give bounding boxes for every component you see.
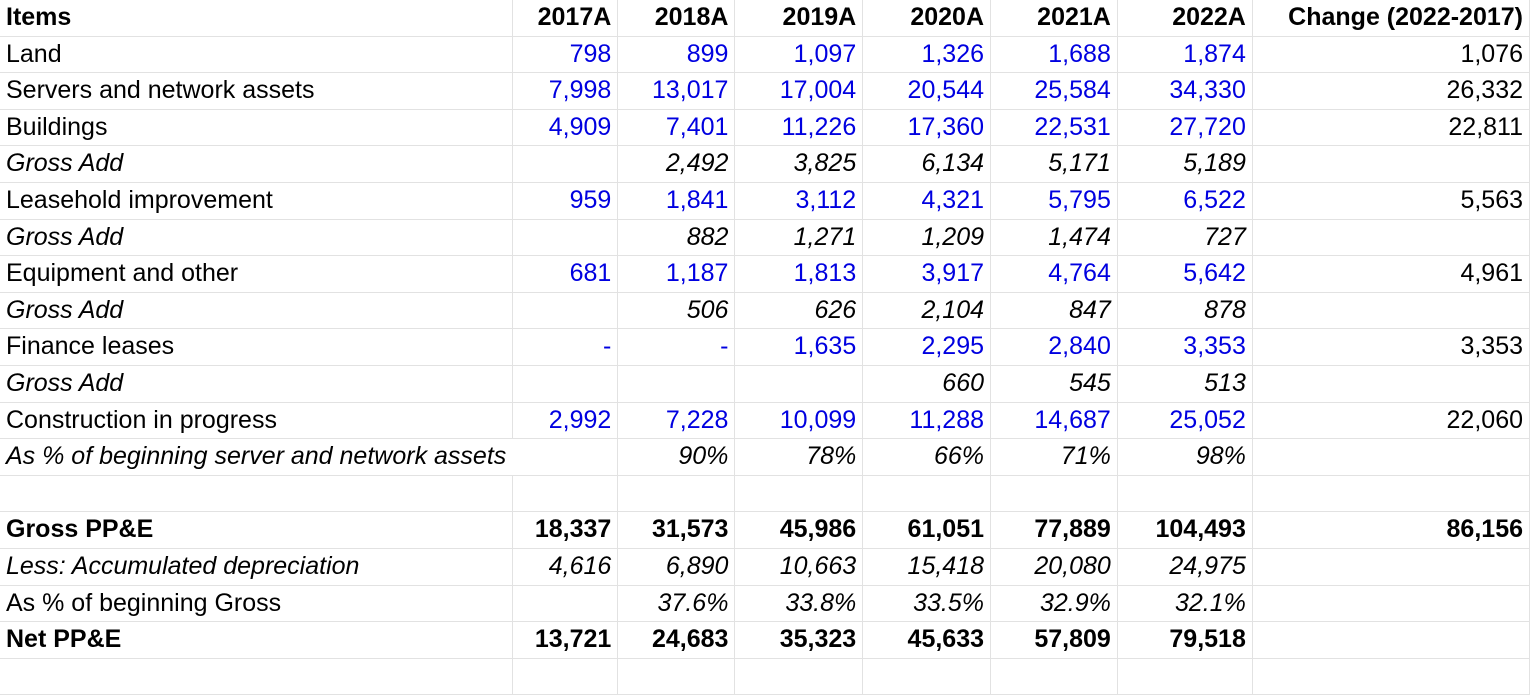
value-cell[interactable]: 5,795 [991,182,1118,219]
value-cell[interactable]: 681 [512,256,618,293]
value-cell[interactable]: 14,687 [991,402,1118,439]
value-cell[interactable]: 71% [991,439,1118,476]
header-cell[interactable]: 2017A [512,0,618,36]
table-row [0,292,1530,329]
value-cell[interactable]: 878 [1117,292,1252,329]
table-row [0,109,1530,146]
value-cell[interactable]: 899 [618,36,735,73]
value-cell[interactable]: - [512,329,618,366]
row-label-cell[interactable]: Less: Accumulated depreciation [0,548,512,585]
value-cell[interactable] [618,658,735,695]
value-cell[interactable]: 1,635 [735,329,863,366]
value-cell[interactable] [1252,548,1529,585]
table-row [0,475,1530,512]
value-cell[interactable]: 20,080 [991,548,1118,585]
value-cell[interactable]: 98% [1117,439,1252,476]
value-cell[interactable] [1252,219,1529,256]
value-cell[interactable]: 45,633 [863,622,991,659]
value-cell[interactable] [991,475,1118,512]
value-cell[interactable]: 18,337 [512,512,618,549]
row-label-cell[interactable]: Gross Add [0,219,512,256]
value-cell[interactable]: 2,840 [991,329,1118,366]
value-cell[interactable]: 1,474 [991,219,1118,256]
value-cell[interactable]: 13,721 [512,622,618,659]
row-label-cell[interactable]: Gross PP&E [0,512,512,549]
row-label-cell[interactable]: Gross Add [0,365,512,402]
table-row [0,329,1530,366]
value-cell[interactable]: 5,171 [991,146,1118,183]
row-label-cell[interactable]: Construction in progress [0,402,512,439]
value-cell[interactable] [1252,585,1529,622]
row-label-cell[interactable]: Servers and network assets [0,73,512,110]
value-cell[interactable] [863,658,991,695]
value-cell[interactable] [735,365,863,402]
header-cell[interactable]: Change (2022-2017) [1252,0,1529,36]
value-cell[interactable]: 727 [1117,219,1252,256]
table-row [0,402,1530,439]
value-cell[interactable] [1252,439,1529,476]
row-label-cell[interactable]: Gross Add [0,146,512,183]
value-cell[interactable]: 22,811 [1252,109,1529,146]
value-cell[interactable]: 25,584 [991,73,1118,110]
value-cell[interactable]: 17,004 [735,73,863,110]
value-cell[interactable]: 1,097 [735,36,863,73]
value-cell[interactable]: 10,663 [735,548,863,585]
value-cell[interactable]: 61,051 [863,512,991,549]
value-cell[interactable] [512,439,618,476]
value-cell[interactable]: 513 [1117,365,1252,402]
value-cell[interactable]: 2,104 [863,292,991,329]
row-label-cell[interactable]: Buildings [0,109,512,146]
header-cell[interactable]: 2022A [1117,0,1252,36]
value-cell[interactable]: 24,683 [618,622,735,659]
value-cell[interactable]: 4,321 [863,182,991,219]
value-cell[interactable] [991,658,1118,695]
value-cell[interactable]: 1,813 [735,256,863,293]
value-cell[interactable]: 90% [618,439,735,476]
value-cell[interactable]: 626 [735,292,863,329]
row-label-cell[interactable]: As % of beginning server and network assets [0,439,512,476]
value-cell[interactable]: 7,228 [618,402,735,439]
value-cell[interactable]: 1,187 [618,256,735,293]
value-cell[interactable]: 2,492 [618,146,735,183]
table-row [0,622,1530,659]
value-cell[interactable]: 959 [512,182,618,219]
value-cell[interactable]: 78% [735,439,863,476]
value-cell[interactable]: 24,975 [1117,548,1252,585]
value-cell[interactable]: 104,493 [1117,512,1252,549]
table-row [0,256,1530,293]
row-label-cell[interactable] [0,658,512,695]
value-cell[interactable] [512,292,618,329]
value-cell[interactable]: 847 [991,292,1118,329]
value-cell[interactable]: 798 [512,36,618,73]
value-cell[interactable]: 20,544 [863,73,991,110]
value-cell[interactable]: 3,353 [1252,329,1529,366]
row-label-cell[interactable]: As % of beginning Gross [0,585,512,622]
value-cell[interactable] [1252,658,1529,695]
value-cell[interactable]: 3,112 [735,182,863,219]
value-cell[interactable]: 3,917 [863,256,991,293]
value-cell[interactable]: 33.8% [735,585,863,622]
value-cell[interactable]: 7,401 [618,109,735,146]
row-label-cell[interactable]: Gross Add [0,292,512,329]
table-row [0,219,1530,256]
value-cell[interactable] [863,475,991,512]
value-cell[interactable]: 4,764 [991,256,1118,293]
value-cell[interactable]: 6,134 [863,146,991,183]
value-cell[interactable]: 22,060 [1252,402,1529,439]
value-cell[interactable]: 660 [863,365,991,402]
value-cell[interactable]: 882 [618,219,735,256]
value-cell[interactable]: 5,563 [1252,182,1529,219]
value-cell[interactable]: 506 [618,292,735,329]
value-cell[interactable] [1252,622,1529,659]
value-cell[interactable] [512,146,618,183]
value-cell[interactable]: 3,825 [735,146,863,183]
value-cell[interactable]: 2,295 [863,329,991,366]
value-cell[interactable] [512,658,618,695]
value-cell[interactable]: 32.9% [991,585,1118,622]
table-row [0,585,1530,622]
row-label-cell[interactable]: Equipment and other [0,256,512,293]
row-label-cell[interactable]: Leasehold improvement [0,182,512,219]
value-cell[interactable]: 1,688 [991,36,1118,73]
table-row [0,36,1530,73]
value-cell[interactable]: 1,326 [863,36,991,73]
value-cell[interactable] [1252,475,1529,512]
row-label-cell[interactable]: Net PP&E [0,622,512,659]
header-cell[interactable]: 2021A [991,0,1118,36]
value-cell[interactable]: 13,017 [618,73,735,110]
value-cell[interactable]: 66% [863,439,991,476]
header-cell[interactable]: 2020A [863,0,991,36]
value-cell[interactable]: 86,156 [1252,512,1529,549]
value-cell[interactable] [512,475,618,512]
value-cell[interactable]: 1,076 [1252,36,1529,73]
table-row [0,512,1530,549]
value-cell[interactable]: 2,992 [512,402,618,439]
table-row [0,658,1530,695]
value-cell[interactable]: 37.6% [618,585,735,622]
header-cell[interactable]: 2018A [618,0,735,36]
value-cell[interactable]: 11,226 [735,109,863,146]
value-cell[interactable]: 545 [991,365,1118,402]
value-cell[interactable]: 45,986 [735,512,863,549]
value-cell[interactable]: - [618,329,735,366]
value-cell[interactable]: 25,052 [1117,402,1252,439]
value-cell[interactable]: 7,998 [512,73,618,110]
value-cell[interactable]: 6,890 [618,548,735,585]
value-cell[interactable]: 1,271 [735,219,863,256]
header-row [0,0,1530,36]
value-cell[interactable] [512,219,618,256]
value-cell[interactable]: 35,323 [735,622,863,659]
value-cell[interactable] [1252,292,1529,329]
value-cell[interactable]: 5,189 [1117,146,1252,183]
value-cell[interactable] [618,365,735,402]
value-cell[interactable] [512,585,618,622]
value-cell[interactable]: 4,961 [1252,256,1529,293]
value-cell[interactable]: 32.1% [1117,585,1252,622]
value-cell[interactable]: 4,909 [512,109,618,146]
value-cell[interactable] [512,365,618,402]
table-row [0,439,1530,476]
value-cell[interactable]: 5,642 [1117,256,1252,293]
table-row [0,548,1530,585]
header-cell[interactable]: Items [0,0,512,36]
value-cell[interactable]: 79,518 [1117,622,1252,659]
value-cell[interactable]: 1,209 [863,219,991,256]
row-label-cell[interactable]: Land [0,36,512,73]
value-cell[interactable]: 1,874 [1117,36,1252,73]
value-cell[interactable]: 1,841 [618,182,735,219]
table-row [0,73,1530,110]
value-cell[interactable] [1117,475,1252,512]
value-cell[interactable]: 6,522 [1117,182,1252,219]
value-cell[interactable]: 10,099 [735,402,863,439]
table-row [0,146,1530,183]
row-label-cell[interactable] [0,475,512,512]
value-cell[interactable]: 15,418 [863,548,991,585]
value-cell[interactable]: 33.5% [863,585,991,622]
value-cell[interactable] [618,475,735,512]
value-cell[interactable] [735,475,863,512]
value-cell[interactable]: 4,616 [512,548,618,585]
value-cell[interactable] [735,658,863,695]
row-label-cell[interactable]: Finance leases [0,329,512,366]
value-cell[interactable]: 11,288 [863,402,991,439]
table-row [0,365,1530,402]
value-cell[interactable] [1252,146,1529,183]
table-row [0,182,1530,219]
value-cell[interactable]: 3,353 [1117,329,1252,366]
value-cell[interactable]: 27,720 [1117,109,1252,146]
value-cell[interactable]: 77,889 [991,512,1118,549]
value-cell[interactable]: 22,531 [991,109,1118,146]
value-cell[interactable] [1117,658,1252,695]
value-cell[interactable]: 26,332 [1252,73,1529,110]
value-cell[interactable]: 31,573 [618,512,735,549]
value-cell[interactable]: 57,809 [991,622,1118,659]
value-cell[interactable] [1252,365,1529,402]
header-cell[interactable]: 2019A [735,0,863,36]
value-cell[interactable]: 17,360 [863,109,991,146]
value-cell[interactable]: 34,330 [1117,73,1252,110]
